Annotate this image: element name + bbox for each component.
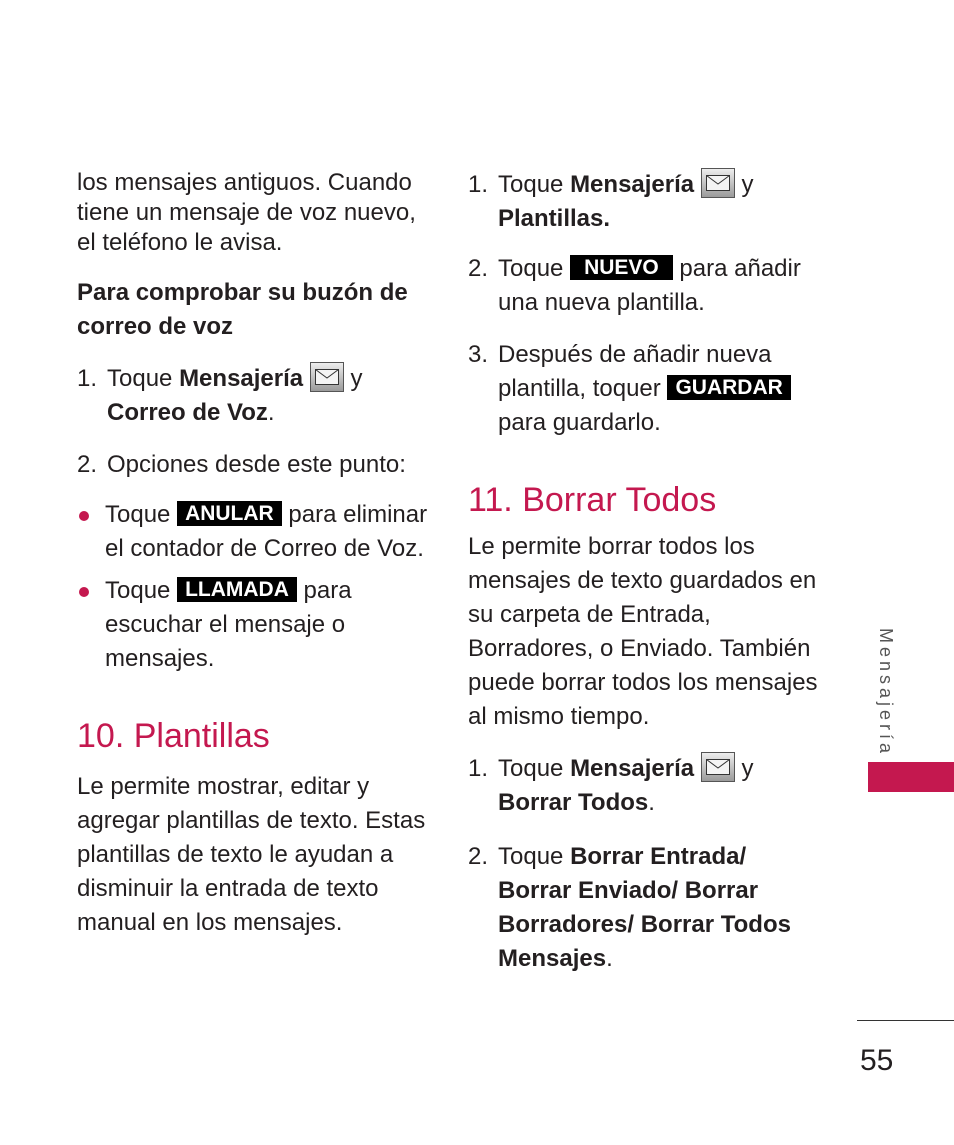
step-text: Después de añadir nueva plantilla, toquer	[498, 341, 772, 402]
step-text: Toque	[498, 255, 564, 282]
envelope-icon	[310, 362, 344, 392]
bullet-text: para eliminar el contador de Correo de Voz.	[105, 501, 428, 562]
right-column	[468, 168, 823, 976]
step-number: 2.	[77, 451, 98, 478]
side-section-label	[866, 628, 906, 758]
section-tab-marker	[868, 762, 954, 792]
menu-mensajeria[interactable]: Mensajería	[179, 365, 304, 392]
bullet-anular	[77, 498, 437, 566]
borrar-step-1	[468, 752, 823, 820]
step-text: para añadir una nueva plantilla.	[498, 255, 801, 316]
heading-borrar-todos: 11. Borrar Todos	[468, 481, 717, 519]
step-text: Toque	[498, 843, 564, 870]
step-text: Opciones desde este punto:	[107, 451, 406, 478]
menu-borrar-todos[interactable]: Borrar Todos	[498, 789, 649, 816]
voicemail-subheading: Para comprobar su buzón de correo de voz	[77, 279, 408, 340]
borrar-todos-body: Le permite borrar todos los mensajes de texto guardados en su carpeta de Entrada, Borradores, o Enviado. También puede borrar todos los mensajes al mismo tiempo.	[468, 533, 818, 730]
menu-correo-de-voz[interactable]: Correo de Voz	[107, 399, 268, 426]
borrar-step-2	[468, 840, 823, 976]
step-number: 1.	[77, 365, 98, 392]
step-end: .	[267, 399, 275, 426]
bullet-llamada	[77, 574, 437, 676]
plantillas-step-1	[468, 168, 823, 236]
menu-mensajeria[interactable]: Mensajería	[570, 755, 695, 782]
anular-key[interactable]: ANULAR	[177, 501, 282, 526]
nuevo-key[interactable]: NUEVO	[570, 255, 673, 280]
intro-paragraph: los mensajes antiguos. Cuando tiene un mensaje de voz nuevo, el teléfono le avisa.	[77, 169, 416, 256]
left-column	[77, 168, 437, 940]
menu-borrar-options[interactable]: Borrar Entrada/ Borrar Enviado/ Borrar Borradores/ Borrar Todos Mensajes	[498, 843, 791, 972]
step-number: 3.	[468, 341, 489, 368]
plantillas-body: Le permite mostrar, editar y agregar plantillas de texto. Estas plantillas de texto le ayudan a disminuir la entrada de texto manual en los mensajes.	[77, 773, 426, 936]
envelope-icon	[701, 168, 735, 198]
bullet-text: Toque	[105, 577, 171, 604]
step-text: Toque	[107, 365, 173, 392]
step-connector: y	[350, 365, 363, 392]
step-end: .	[606, 945, 613, 972]
bullet-dot	[79, 587, 89, 597]
step-text: Toque	[498, 171, 564, 198]
step-text: Toque	[498, 755, 564, 782]
plantillas-step-3	[468, 338, 823, 440]
voicemail-step-1	[77, 362, 437, 430]
step-connector: y	[741, 171, 754, 198]
side-label-text: Mensajería	[876, 628, 896, 758]
step-end: .	[648, 789, 655, 816]
bullet-text: Toque	[105, 501, 171, 528]
step-number: 2.	[468, 843, 489, 870]
menu-mensajeria[interactable]: Mensajería	[570, 171, 695, 198]
menu-plantillas[interactable]: Plantillas.	[498, 205, 611, 232]
step-number: 2.	[468, 255, 489, 282]
envelope-icon	[701, 752, 735, 782]
heading-plantillas: 10. Plantillas	[77, 717, 270, 755]
page-number-rule	[857, 1020, 954, 1021]
step-number: 1.	[468, 171, 489, 198]
guardar-key[interactable]: GUARDAR	[667, 375, 790, 400]
step-connector: y	[741, 755, 754, 782]
page-number: 55	[860, 1044, 894, 1077]
bullet-text: para escuchar el mensaje o mensajes.	[105, 577, 352, 672]
plantillas-step-2	[468, 252, 823, 320]
step-number: 1.	[468, 755, 489, 782]
llamada-key[interactable]: LLAMADA	[177, 577, 297, 602]
step-text: para guardarlo.	[498, 409, 661, 436]
bullet-dot	[79, 511, 89, 521]
voicemail-step-2	[77, 448, 437, 482]
